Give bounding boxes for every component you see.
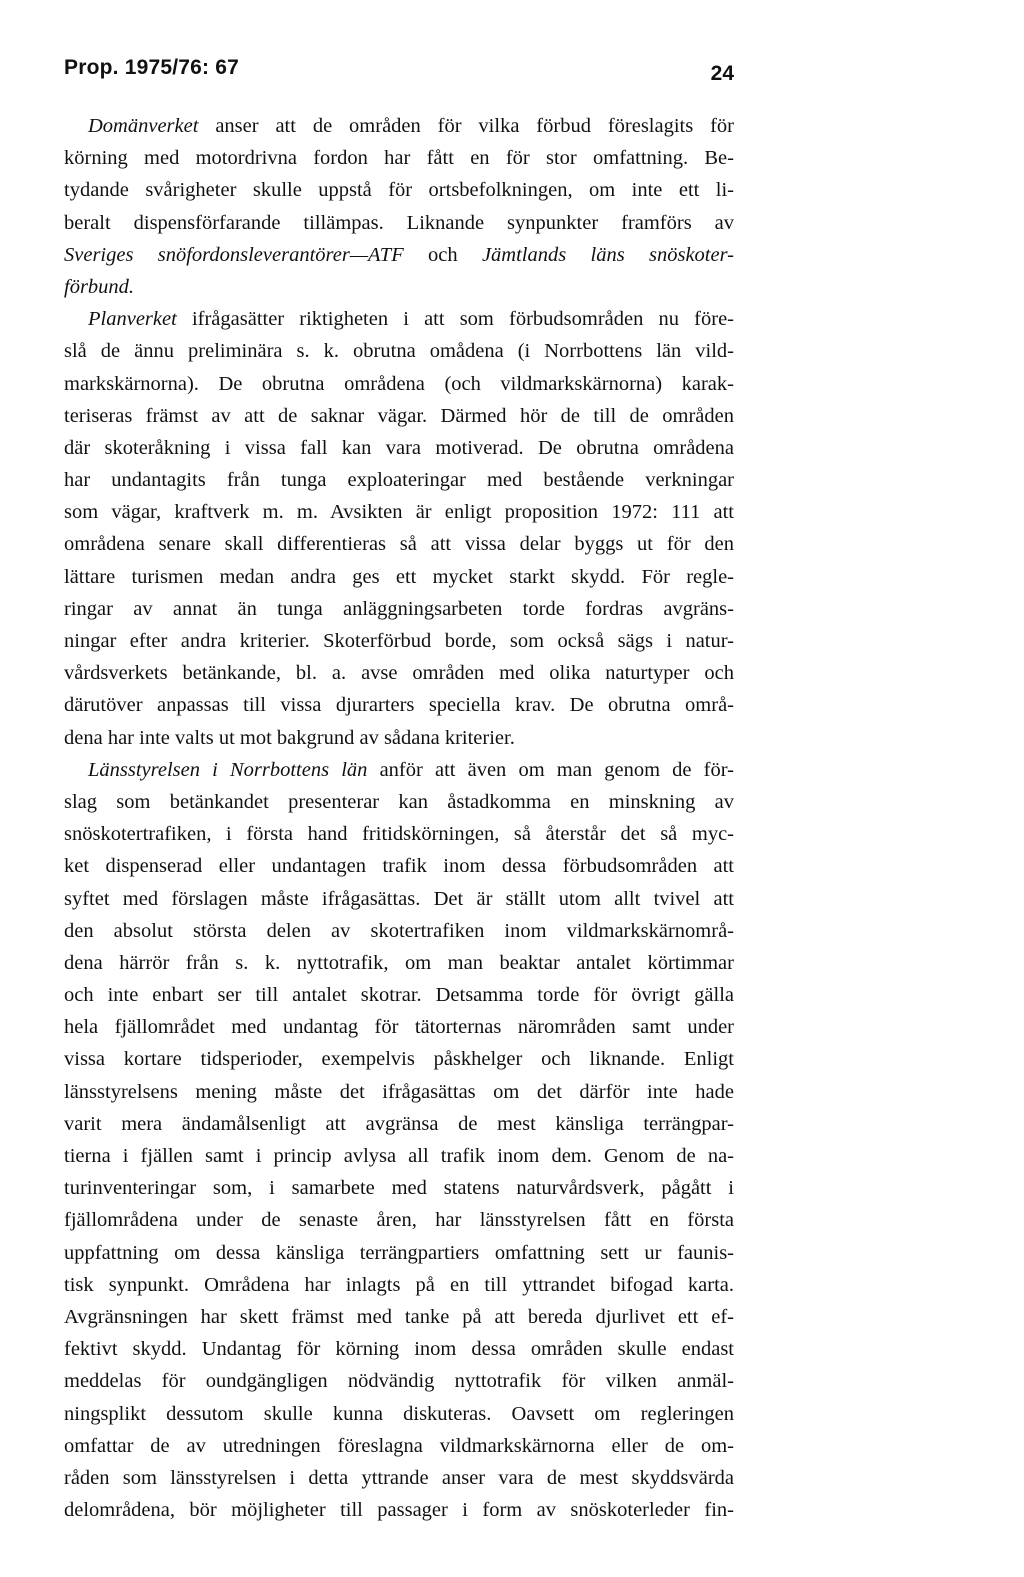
text-line [64, 593, 734, 625]
text-run: meddelas för oundgängligen nödvändig nyttotrafik för vilken anmäl- [64, 1370, 734, 1393]
text-line [64, 303, 734, 335]
text-run: ningar efter andra kriterier. Skoterförbud borde, som också sägs i natur- [64, 630, 734, 652]
italic-term: Planverket [88, 308, 177, 331]
text-run: områdena senare skall differentieras så att vissa delar byggs ut för den [64, 533, 734, 556]
text-run: dena har inte valts ut mot bakgrund av sådana kriterier. [64, 726, 515, 749]
text-line [64, 110, 734, 142]
text-line [64, 818, 734, 850]
italic-term: Jämtlands läns snöskoter- [481, 243, 734, 266]
text-run: turinventeringar som, i samarbete med statens naturvårdsverk, pågått i [64, 1177, 734, 1200]
text-run: beralt dispensförfarande tillämpas. Liknande synpunkter framförs av [64, 211, 734, 234]
italic-term: Domänverket [88, 115, 199, 137]
text-line [64, 1204, 734, 1236]
text-run: vårdsverkets betänkande, bl. a. avse områden med olika naturtyper och [64, 662, 734, 685]
text-line [64, 142, 734, 174]
proposition-reference: Prop. 1975/76: 67 [64, 56, 239, 79]
text-run: syftet med förslagen måste ifrågasättas. Det är ställt utom allt tvivel att [64, 887, 734, 910]
page-header [64, 56, 734, 86]
text-line [64, 1172, 734, 1204]
text-line [64, 947, 734, 979]
text-run: slå de ännu preliminära s. k. obrutna omådena (i Norrbottens län vild- [64, 340, 734, 363]
text-run: fektivt skydd. Undantag för körning inom dessa områden skulle endast [64, 1338, 734, 1361]
text-line [64, 883, 734, 915]
text-line [64, 1237, 734, 1269]
text-run: länsstyrelsens mening måste det ifrågasättas om det därför inte hade [64, 1080, 734, 1103]
text-line [64, 1011, 734, 1043]
text-run: fjällområdena under de senaste åren, har länsstyrelsen fått en första [64, 1209, 734, 1232]
text-run: tierna i fjällen samt i princip avlysa all trafik inom dem. Genom de na- [64, 1145, 734, 1167]
text-line [64, 432, 734, 464]
text-run: ringar av annat än tunga anläggningsarbeten torde fordras avgräns- [64, 597, 734, 620]
text-line [64, 1301, 734, 1333]
text-line [64, 1398, 734, 1430]
text-run: markskärnorna). De obrutna områdena (och vildmarkskärnorna) karak- [64, 372, 734, 395]
text-run: ket dispenserad eller undantagen trafik inom dessa förbudsområden att [64, 855, 734, 878]
text-run: Avgränsningen har skett främst med tanke på att bereda djurlivet ett ef- [64, 1305, 734, 1328]
italic-term: förbund. [64, 275, 135, 298]
text-run: varit mera ändamålsenligt att avgränsa de mest känsliga terrängpar- [64, 1112, 734, 1135]
text-run: råden som länsstyrelsen i detta yttrande anser vara de mest skyddsvärda [64, 1466, 734, 1489]
text-line [64, 1076, 734, 1108]
text-line [64, 207, 734, 239]
text-line [64, 850, 734, 882]
text-line [64, 561, 734, 593]
body-text [64, 110, 734, 1526]
text-line [64, 464, 734, 496]
text-line [64, 1462, 734, 1494]
text-line [64, 174, 734, 206]
text-line [64, 335, 734, 367]
text-line [64, 400, 734, 432]
text-line [64, 689, 734, 721]
text-line [64, 657, 734, 689]
text-run: har undantagits från tunga exploateringar med bestående verkningar [64, 469, 734, 492]
text-line [64, 1494, 734, 1526]
text-run: vissa kortare tidsperioder, exempelvis påskhelger och liknande. Enligt [64, 1048, 734, 1071]
text-line [64, 979, 734, 1011]
italic-term: Länsstyrelsen i Norrbottens län [88, 758, 368, 781]
text-run: dena härrör från s. k. nyttotrafik, om man beaktar antalet körtimmar [64, 951, 734, 974]
text-line [64, 625, 734, 657]
text-run: anser att de områden för vilka förbud föreslagits för [198, 115, 734, 137]
text-run: slag som betänkandet presenterar kan åstadkomma en minskning av [64, 790, 734, 813]
text-run: tydande svårigheter skulle uppstå för ortsbefolkningen, om inte ett li- [64, 179, 734, 202]
text-run: körning med motordrivna fordon har fått en för stor omfattning. Be- [64, 147, 734, 170]
text-run: och inte enbart ser till antalet skotrar. Detsamma torde för övrigt gälla [64, 984, 734, 1007]
text-run: därutöver anpassas till vissa djurarters speciella krav. De obrutna områ- [64, 694, 734, 717]
page-number: 24 [710, 62, 734, 85]
text-line [64, 754, 734, 786]
text-run: tisk synpunkt. Områdena har inlagts på en till yttrandet bifogad karta. [64, 1273, 734, 1296]
text-run: som vägar, kraftverk m. m. Avsikten är enligt proposition 1972: 111 att [64, 501, 734, 524]
text-run: snöskotertrafiken, i första hand fritidskörningen, så återstår det så myc- [64, 823, 734, 846]
text-line [64, 786, 734, 818]
text-line [64, 915, 734, 947]
text-line [64, 722, 734, 754]
text-run: lättare turismen medan andra ges ett mycket starkt skydd. För regle- [64, 565, 734, 588]
text-run: den absolut största delen av skotertrafiken inom vildmarkskärnområ- [64, 919, 734, 942]
text-run: teriseras främst av att de saknar vägar. Därmed hör de till de områden [64, 404, 734, 427]
text-line [64, 1269, 734, 1301]
text-run: omfattar de av utredningen föreslagna vildmarkskärnorna eller de om- [64, 1434, 734, 1457]
text-run: och [403, 243, 482, 266]
text-line [64, 239, 734, 271]
italic-term: Sveriges snöfordonsleverantörer—ATF [64, 243, 404, 266]
text-line [64, 1108, 734, 1140]
text-run: ifrågasätter riktigheten i att som förbudsområden nu före- [176, 308, 734, 331]
text-run: anför att även om man genom de för- [367, 758, 734, 781]
text-run: delområdena, bör möjligheter till passager i form av snöskoterleder fin- [64, 1499, 734, 1522]
text-line [64, 368, 734, 400]
text-line [64, 1333, 734, 1365]
text-run: hela fjällområdet med undantag för tätorternas närområden samt under [64, 1016, 734, 1039]
text-run: uppfattning om dessa känsliga terrängpartiers omfattning sett ur faunis- [64, 1241, 734, 1264]
text-line [64, 1140, 734, 1172]
text-line [64, 528, 734, 560]
text-line [64, 1365, 734, 1397]
text-run: där skoteråkning i vissa fall kan vara motiverad. De obrutna områdena [64, 436, 734, 459]
text-line [64, 1430, 734, 1462]
text-line [64, 271, 734, 303]
text-run: ningsplikt dessutom skulle kunna diskuteras. Oavsett om regleringen [64, 1402, 734, 1425]
text-line [64, 496, 734, 528]
text-line [64, 1043, 734, 1075]
